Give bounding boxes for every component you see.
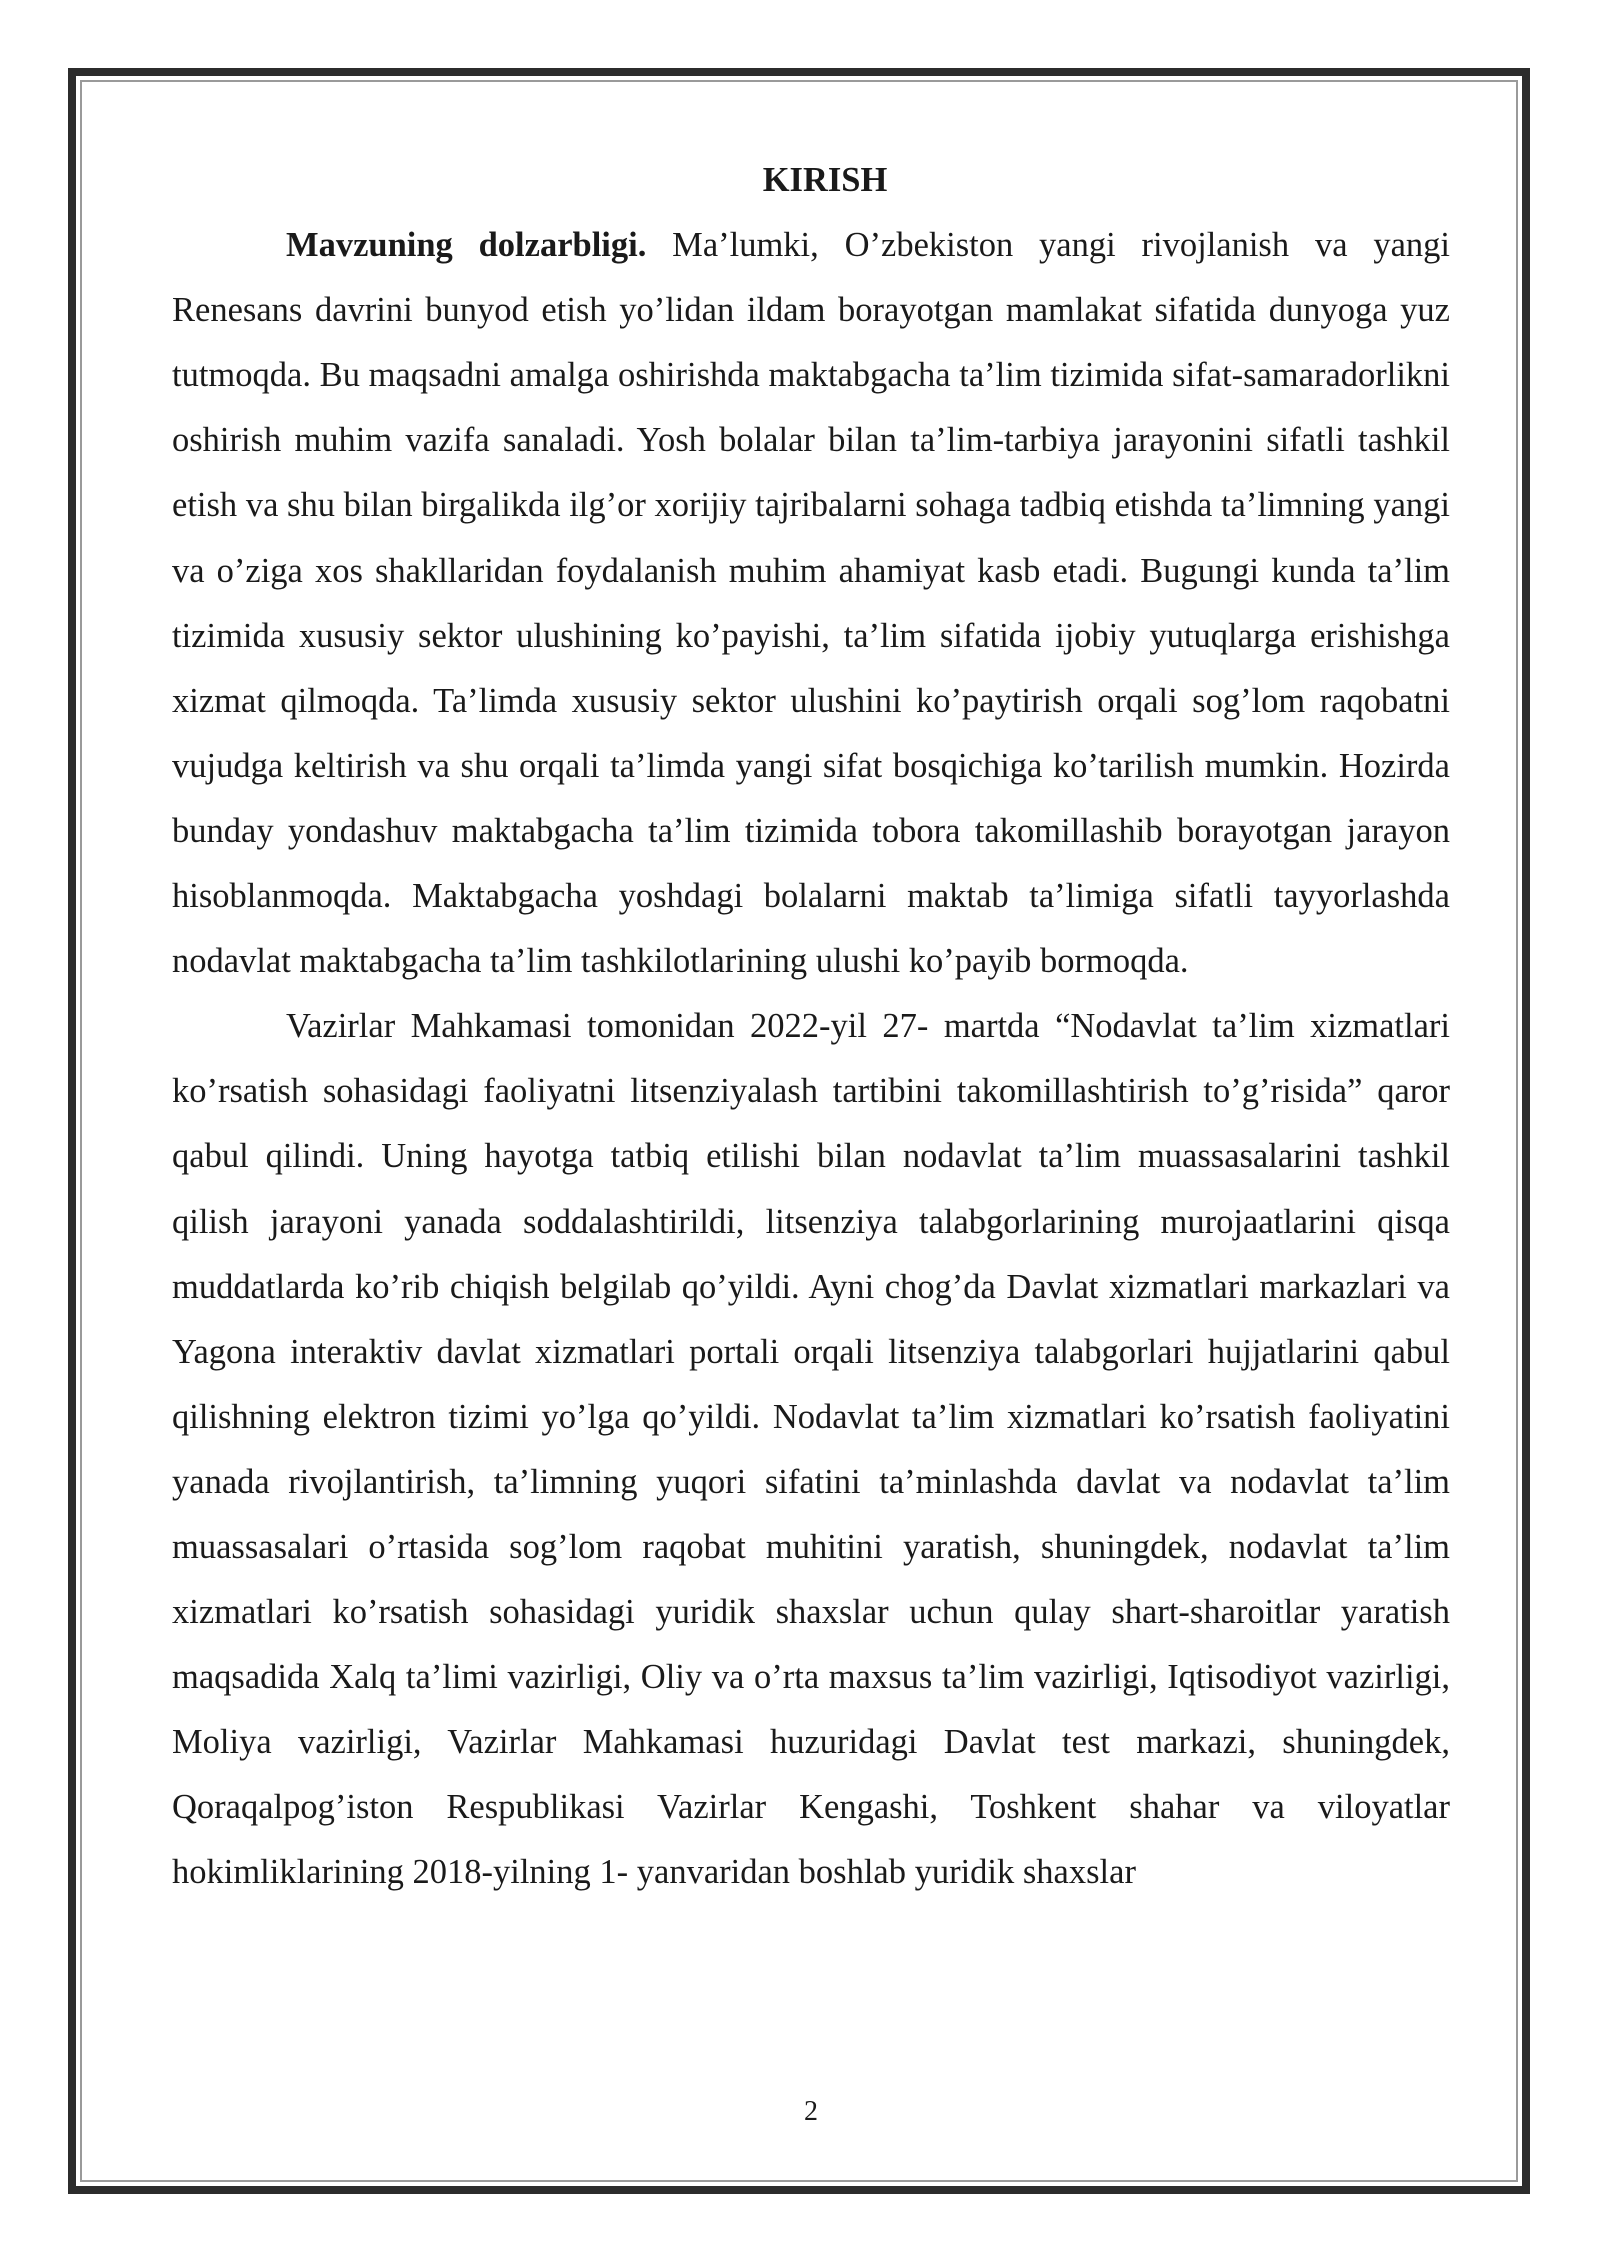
paragraph-lead: Mavzuning dolzarbligi. [286, 226, 647, 265]
page-number: 2 [804, 2096, 818, 2127]
paragraph-relevance [172, 213, 1450, 994]
paragraph-relevance-text: Ma’lumki, O’zbekiston yangi rivojlanish va yangi Renesans davrini bunyod etish yo’lidan ildam borayotgan mamlakat sifatida dunyoga yuz tutmoqda. Bu maqsadni amalga oshirishda maktabgacha ta’lim tizimida sifat-samaradorlikni oshirish muhim vazifa sanaladi. Yosh bolalar bilan ta’lim-tarbiya jarayonini sifatli tashkil etish va shu bilan birgalikda ilg’or xorijiy tajribalarni sohaga tadbiq etishda ta’limning yangi va o’ziga xos shakllaridan foydalanish muhim ahamiyat kasb etadi. Bugungi kunda ta’lim tizimida xususiy sektor ulushining ko’payishi, ta’lim sifatida ijobiy yutuqlarga erishishga xizmat qilmoqda. Ta’limda xususiy sektor ulushini ko’paytirish orqali sog’lom raqobatni vujudga keltirish va shu orqali ta’limda yangi sifat bosqichiga ko’tarilish mumkin. Hozirda bunday yondashuv maktabgacha ta’lim tizimida tobora takomillashib borayotgan jarayon hisoblanmoqda. Maktabgacha yoshdagi bolalarni maktab ta’limiga sifatli tayyorlashda nodavlat maktabgacha ta’lim tashkilotlarining ulushi ko’payib bormoqda. [172, 226, 1450, 981]
paragraph-decree: Vazirlar Mahkamasi tomonidan 2022-yil 27- martda “Nodavlat ta’lim xizmatlari ko’rsatish sohasidagi faoliyatni litsenziyalash tartibini takomillashtirish to’g’risida” qaror qabul qilindi. Uning hayotga tatbiq etilishi bilan nodavlat ta’lim muassasalarini tashkil qilish jarayoni yanada soddalashtirildi, litsenziya talabgorlarining murojaatlarini qisqa muddatlarda ko’rib chiqish belgilab qo’yildi. Ayni chog’da Davlat xizmatlari markazlari va Yagona interaktiv davlat xizmatlari portali orqali litsenziya talabgorlari hujjatlarini qabul qilishning elektron tizimi yo’lga qo’yildi. Nodavlat ta’lim xizmatlari ko’rsatish faoliyatini yanada rivojlantirish, ta’limning yuqori sifatini ta’minlashda davlat va nodavlat ta’lim muassasalari o’rtasida sog’lom raqobat muhitini yaratish, shuningdek, nodavlat ta’lim xizmatlari ko’rsatish sohasidagi yuridik shaxslar uchun qulay shart-sharoitlar yaratish maqsadida Xalq ta’limi vazirligi, Oliy va o’rta maxsus ta’lim vazirligi, Iqtisodiyot vazirligi, Moliya vazirligi, Vazirlar Mahkamasi huzuridagi Davlat test markazi, shuningdek, Qoraqalpog’iston Respublikasi Vazirlar Kengashi, Toshkent shahar va viloyatlar hokimliklarining 2018-yilning 1- yanvaridan boshlab yuridik shaxslar [172, 1007, 1450, 1892]
document-body [172, 148, 1450, 1906]
document-heading: KIRISH [762, 161, 888, 199]
